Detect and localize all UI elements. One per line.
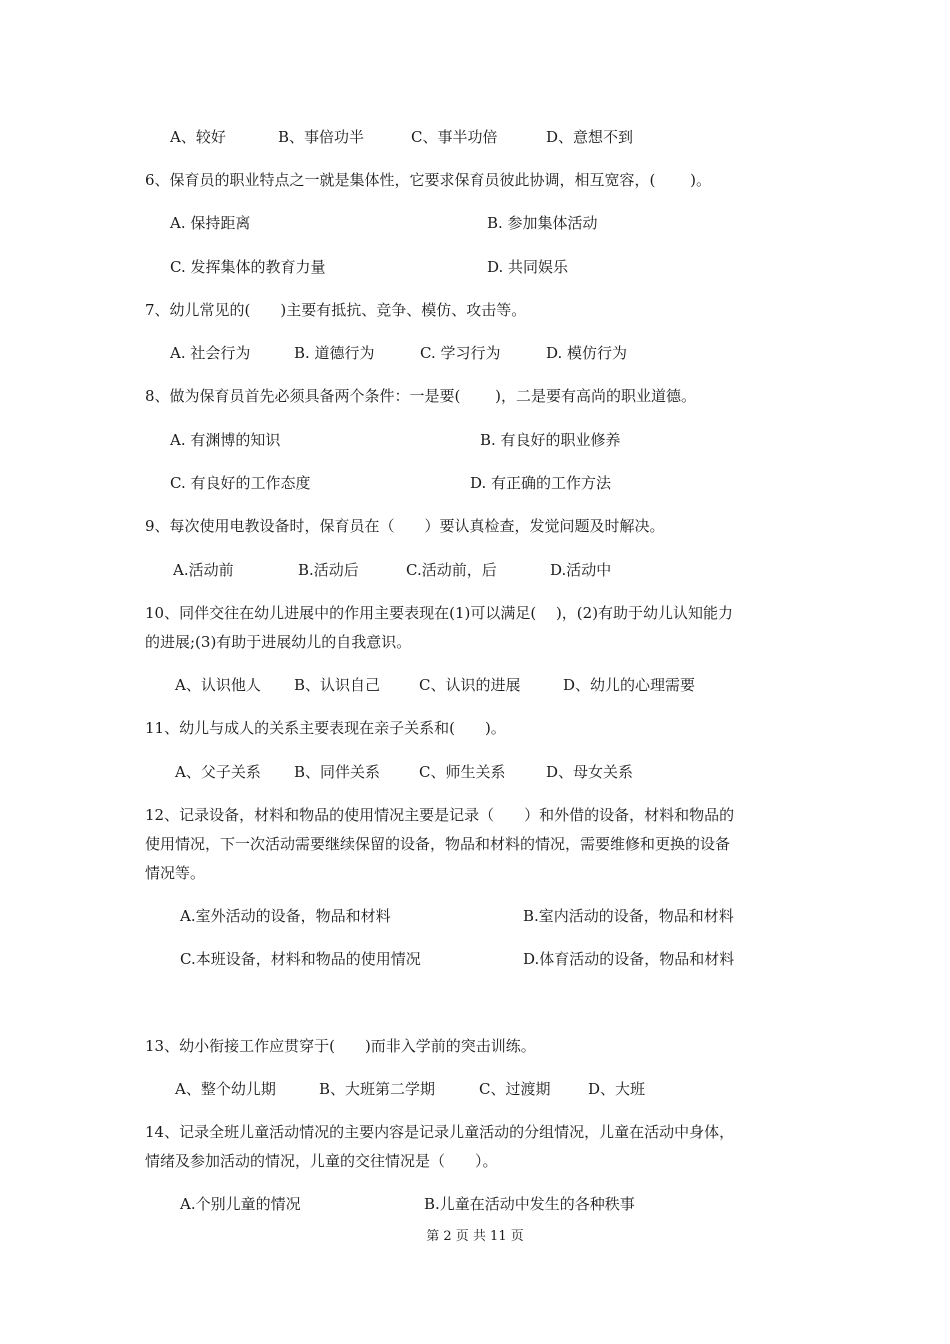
q10-stem-line-1: 10、同伴交往在幼儿进展中的作用主要表现在(1)可以满足( )，(2)有助于幼儿认知能力 xyxy=(145,604,734,622)
q10-option-c: C、认识的进展 xyxy=(419,676,521,694)
q10-option-d: D、幼儿的心理需要 xyxy=(563,676,696,694)
q5-option-a: A、较好 xyxy=(170,128,226,146)
page-number-footer: 第 2 页 共 11 页 xyxy=(426,1229,524,1244)
q9-option-b: B.活动后 xyxy=(298,561,359,579)
q14-stem-line-2: 情绪及参加活动的情况，儿童的交往情况是（ ）。 xyxy=(145,1152,498,1170)
q11-option-b: B、同伴关系 xyxy=(294,763,381,781)
q8-option-c: C. 有良好的工作态度 xyxy=(170,474,311,492)
q11-stem: 11、幼儿与成人的关系主要表现在亲子关系和( )。 xyxy=(145,719,506,737)
q13-option-d: D、大班 xyxy=(588,1080,646,1098)
q11-option-d: D、母女关系 xyxy=(546,763,634,781)
q5-option-c: C、事半功倍 xyxy=(411,128,498,146)
q11-option-c: C、师生关系 xyxy=(419,763,506,781)
q7-option-b: B. 道德行为 xyxy=(294,344,375,362)
q9-option-a: A.活动前 xyxy=(173,561,234,579)
q10-stem-line-2: 的进展;(3)有助于进展幼儿的自我意识。 xyxy=(145,633,412,651)
q5-option-d: D、意想不到 xyxy=(546,128,634,146)
q14-stem-line-1: 14、记录全班儿童活动情况的主要内容是记录儿童活动的分组情况，儿童在活动中身体， xyxy=(145,1123,735,1141)
q13-option-b: B、大班第二学期 xyxy=(319,1080,436,1098)
q14-option-b: B.儿童在活动中发生的各种秩事 xyxy=(424,1195,635,1213)
q7-option-c: C. 学习行为 xyxy=(420,344,501,362)
q5-option-b: B、事倍功半 xyxy=(278,128,365,146)
q12-option-c: C.本班设备，材料和物品的使用情况 xyxy=(180,950,421,968)
q8-option-d: D. 有正确的工作方法 xyxy=(470,474,612,492)
q6-stem: 6、保育员的职业特点之一就是集体性，它要求保育员彼此协调，相互宽容，( )。 xyxy=(145,171,712,189)
q12-stem-line-2: 使用情况，下一次活动需要继续保留的设备，物品和材料的情况，需要维修和更换的设备 xyxy=(145,835,731,853)
q11-option-a: A、父子关系 xyxy=(175,763,261,781)
q9-stem: 9、每次使用电教设备时，保育员在（ ）要认真检查，发觉问题及时解决。 xyxy=(145,517,665,535)
q12-option-b: B.室内活动的设备，物品和材料 xyxy=(523,907,734,925)
q8-option-a: A. 有渊博的知识 xyxy=(170,431,281,449)
q13-option-c: C、过渡期 xyxy=(479,1080,551,1098)
q8-option-b: B. 有良好的职业修养 xyxy=(480,431,621,449)
q12-option-d: D.体育活动的设备，物品和材料 xyxy=(523,950,735,968)
q7-option-a: A. 社会行为 xyxy=(170,344,251,362)
q10-option-b: B、认识自己 xyxy=(294,676,381,694)
q6-option-b: B. 参加集体活动 xyxy=(487,214,598,232)
q12-option-a: A.室外活动的设备，物品和材料 xyxy=(180,907,391,925)
q9-option-d: D.活动中 xyxy=(550,561,612,579)
q7-option-d: D. 模仿行为 xyxy=(546,344,628,362)
q6-option-d: D. 共同娱乐 xyxy=(487,258,569,276)
q6-option-a: A. 保持距离 xyxy=(170,214,251,232)
q9-option-c: C.活动前，后 xyxy=(406,561,497,579)
q13-option-a: A、整个幼儿期 xyxy=(175,1080,276,1098)
q6-option-c: C. 发挥集体的教育力量 xyxy=(170,258,326,276)
q12-stem-line-1: 12、记录设备，材料和物品的使用情况主要是记录（ ）和外借的设备，材料和物品的 xyxy=(145,806,735,824)
q12-stem-line-3: 情况等。 xyxy=(145,864,206,882)
q7-stem: 7、幼儿常见的( )主要有抵抗、竞争、模仿、攻击等。 xyxy=(145,301,527,319)
q13-stem: 13、幼小衔接工作应贯穿于( )而非入学前的突击训练。 xyxy=(145,1037,536,1055)
q14-option-a: A.个别儿童的情况 xyxy=(180,1195,301,1213)
q8-stem: 8、做为保育员首先必须具备两个条件：一是要( )，二是要有高尚的职业道德。 xyxy=(145,387,697,405)
q10-option-a: A、认识他人 xyxy=(175,676,261,694)
